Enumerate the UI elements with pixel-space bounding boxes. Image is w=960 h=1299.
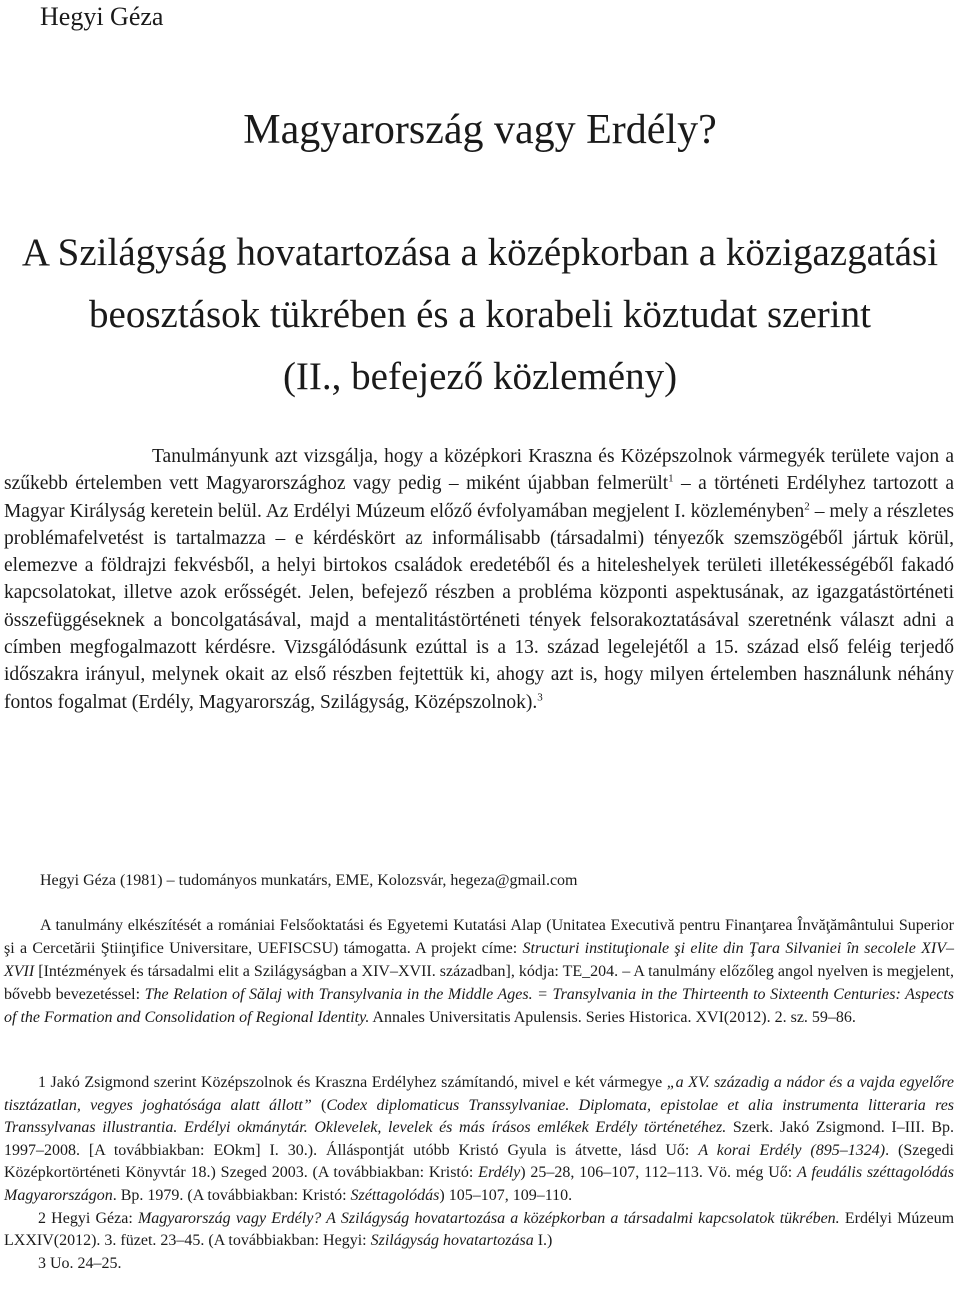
footnote-ref-1[interactable]: 1: [668, 472, 674, 485]
footnote-3: 3 Uo. 24–25.: [38, 1254, 122, 1272]
intro-paragraph: Tanulmányunk azt vizsgálja, hogy a középkori Kraszna és Középszolnok vármegyék területe vajon a szűkebb értelemben vett Magyarországhoz vagy pedig – miként újabban felmerült$^1$ – a történeti Erdélyhez tartozott a Magyar Királyság keretein belül. Az Erdélyi Múzeum előző évfolyamában megjelent I. közleményben$^2$ – mely a részletes problémafelvetést is tartalmazza – e kérdéskört az informálisabb (társadalmi) tényezők szemszögéből jártuk körül, elemezve a földrajzi fekvésből, a helyi birtokos családok eredetéből és a hiteleshelyek területi illetékességéből fakadó kapcsolatokat, illetve azok erősségét. Jelen, befejező részben a probléma központi aspektusának, az igazgatástörténeti összefüggéseknek a boncolgatásával, majd a mentalitástörténeti tények felsorakoztatásával szeretnénk választ adni a címben megfogalmazott kérdésre. Vizsgálódásunk ezúttal is a 13. század legelejétől a 15. század első feléig terjedő időszakra irányul, melynek okait az első részben fejtettük ki, ahogy azt is, hogy milyen értelemben használunk néhány fontos fogalmat (Erdély, Magyarország, Szilágyság, Középszolnok).$^3$: [4, 446, 954, 713]
grant-note: A tanulmány elkészítését a romániai Felsőoktatási és Egyetemi Kutatási Alap (Unitatea Executivă pentru Finanţarea Învăţământului Superior şi a Cercetării Ştiinţifice Universitare, UEFISCSU) támogatta. A projekt címe: Structuri instituţionale şi elite din Ţara Silvaniei în secolele XIV–XVII [Intézmények és társadalmi elit a Szilágyságban a XIV–XVII. században], kódja: TE_204. – A tanulmány előzőleg angol nyelven is megjelent, bővebb bevezetéssel: The Relation of Sălaj with Transylvania in the Middle Ages. = Transylvania in the Thirteenth to Sixteenth Centuries: Aspects of the Formation and Consolidation of Regional Identity. Annales Universitatis Apulensis. Series Historica. XVI(2012). 2. sz. 59–86.: [4, 917, 955, 1026]
subtitle-line: beosztások tükrében és a korabeli köztudat szerint: [89, 293, 871, 336]
footnote-ref-2[interactable]: 2: [804, 500, 810, 513]
footnote-2: 2 Hegyi Géza: Magyarország vagy Erdély? A Szilágyság hovatartozása a középkorban a társadalmi kapcsolatok tükrében. Erdélyi Múzeum LXXIV(2012). 3. füzet. 23–45. (A továbbiakban: Hegyi: Szilágyság hovatartozása I.): [4, 1209, 955, 1250]
running-header-author: Hegyi Géza: [40, 2, 164, 31]
footnote-ref-3[interactable]: 3: [537, 691, 543, 704]
subtitle-line: (II., befejező közlemény): [282, 355, 678, 398]
author-bio: Hegyi Géza (1981) – tudományos munkatárs, EME, Kolozsvár, hegeza@gmail.com: [40, 872, 578, 889]
article-title: Magyarország vagy Erdély?: [243, 107, 717, 153]
subtitle-line: A Szilágyság hovatartozása a középkorban a közigazgatási: [21, 231, 939, 274]
article-subtitle: [0, 222, 960, 408]
footnotes: [4, 1072, 954, 1275]
footnote-1: 1 Jakó Zsigmond szerint Középszolnok és Kraszna Erdélyhez számítandó, mivel e két vármegye „a XV. századig a nádor és a vajda egyelőre tisztázatlan, vegyes joghatósága alatt állott” (Codex diplomaticus Transsylvaniae. Diplomata, epistolae et alia instrumenta litteraria res Transsylvanas illustrantia. Erdélyi okmánytár. Oklevelek, levelek és más írásos emlékek Erdély történetéhez. Szerk. Jakó Zsigmond. I–III. Bp. 1997–2008. [A továbbiakban: EOkm] I. 30.). Álláspontját utóbb Kristó Gyula is átvette, lásd Uő: A korai Erdély (895–1324). (Szegedi Középkortörténeti Könyvtár 18.) Szeged 2003. (A továbbiakban: Kristó: Erdély) 25–28, 106–107, 112–113. Vö. még Uő: A feudális széttagolódás Magyarországon. Bp. 1979. (A továbbiakban: Kristó: Széttagolódás) 105–107, 109–110.: [4, 1074, 955, 1204]
